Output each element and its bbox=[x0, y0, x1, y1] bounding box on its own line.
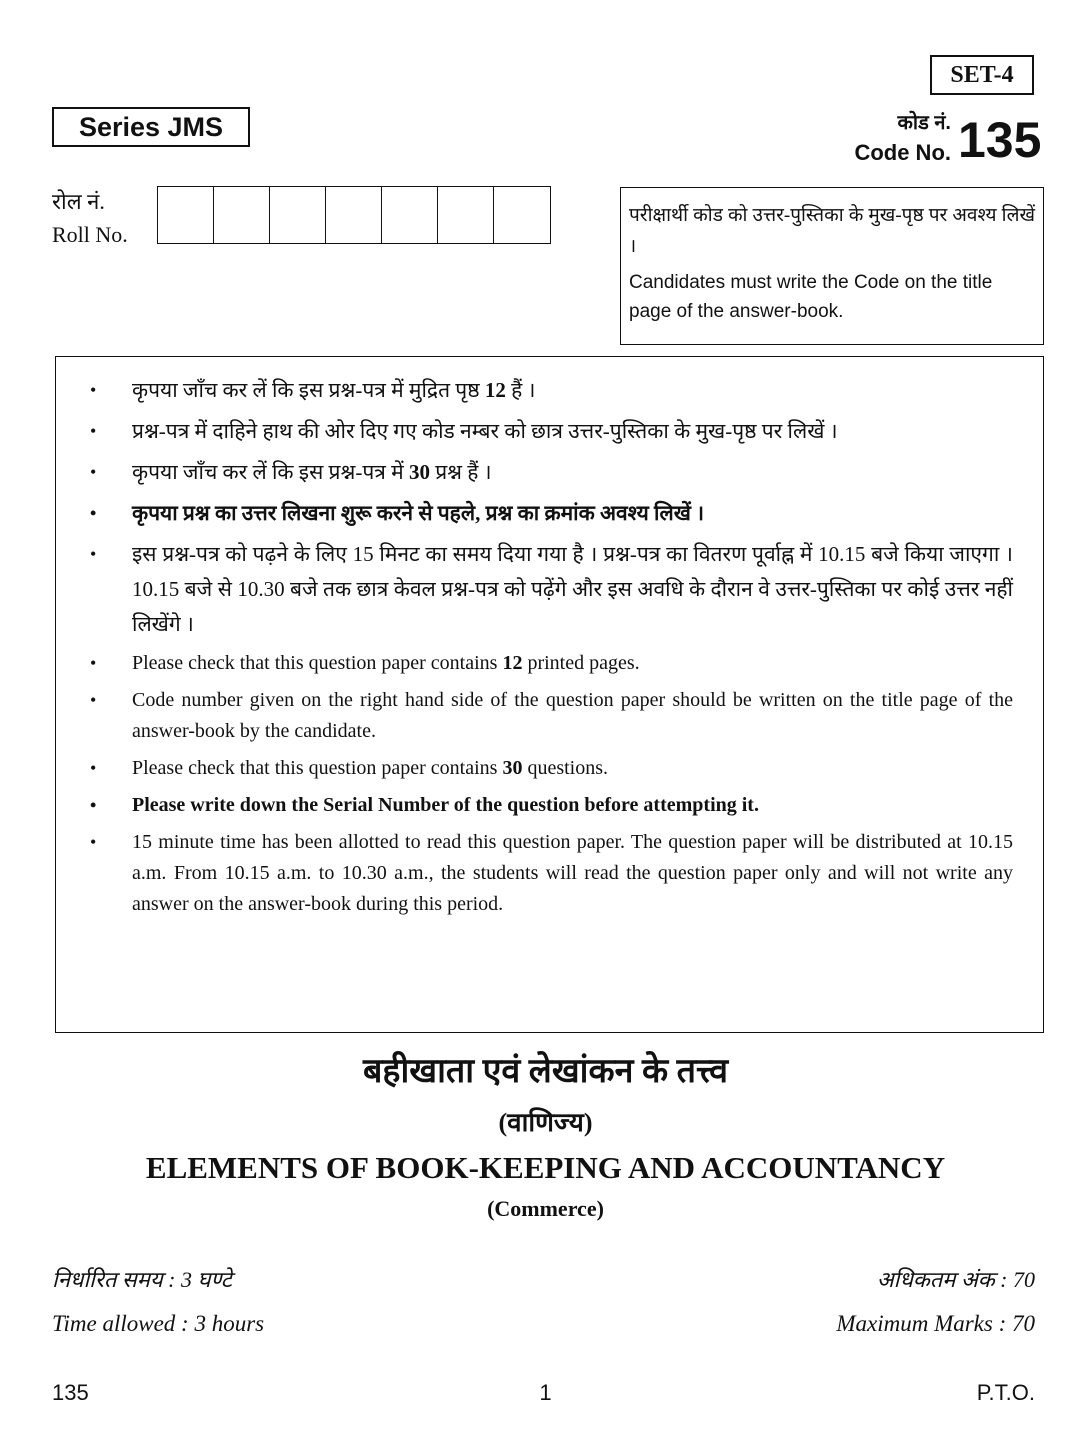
roll-number-box[interactable] bbox=[438, 187, 494, 243]
instruction-text: Please write down the Serial Number of the question before attempting it. bbox=[132, 794, 759, 816]
roll-number-boxes[interactable] bbox=[157, 186, 551, 244]
instruction-text-end: हैं । bbox=[505, 378, 536, 402]
instruction-text: इस प्रश्न-पत्र को पढ़ने के लिए 15 मिनट का समय दिया गया है । प्रश्न-पत्र का वितरण पूर्वाह्न में 10.15 बजे किया जाएगा । 10.15 बजे से 10.30 बजे तक छात्र केवल प्रश्न-पत्र को पढ़ेंगे और इस अवधि के दौरान वे उत्तर-पुस्तिका पर कोई उत्तर नहीं लिखेंगे । bbox=[132, 542, 1013, 636]
instruction-text: 15 minute time has been allotted to read this question paper. The question paper will be distributed at 10.15 a.m. From 10.15 a.m. to 10.30 a.m., the students will read the question paper only and will not write any answer on the answer-book during this period. bbox=[132, 831, 1013, 915]
instruction-text-end: printed pages. bbox=[522, 652, 640, 674]
instruction-text: Code number given on the right hand side of the question paper should be written on the title page of the answer-book by the candidate. bbox=[132, 689, 1013, 742]
instruction-text: कृपया जाँच कर लें कि इस प्रश्न-पत्र में मुद्रित पृष्ठ bbox=[132, 378, 485, 402]
candidate-note-box bbox=[620, 187, 1044, 345]
set-label: SET-4 bbox=[930, 55, 1034, 95]
bullet-icon: • bbox=[90, 795, 97, 815]
bullet-icon: • bbox=[90, 462, 97, 482]
roll-number-box[interactable] bbox=[270, 187, 326, 243]
instruction-item bbox=[90, 790, 1013, 821]
instruction-text-end: प्रश्न हैं । bbox=[429, 460, 492, 484]
instructions-list bbox=[90, 373, 1013, 920]
instruction-item bbox=[90, 496, 1013, 531]
bullet-icon: • bbox=[90, 653, 97, 673]
instruction-item bbox=[90, 373, 1013, 408]
roll-label-hindi: रोल नं. bbox=[52, 189, 105, 214]
instruction-text-end: questions. bbox=[522, 757, 609, 779]
roll-number-box[interactable] bbox=[326, 187, 382, 243]
bullet-icon: • bbox=[90, 503, 97, 523]
candidate-note-hindi: परीक्षार्थी कोड को उत्तर-पुस्तिका के मुख-पृष्ठ पर अवश्य लिखें । bbox=[629, 205, 1035, 257]
candidate-note-english: Candidates must write the Code on the title page of the answer-book. bbox=[629, 272, 993, 322]
instruction-emphasis: 30 bbox=[408, 460, 430, 484]
bullet-icon: • bbox=[90, 758, 97, 778]
instruction-text: प्रश्न-पत्र में दाहिने हाथ की ओर दिए गए कोड नम्बर को छात्र उत्तर-पुस्तिका के मुख-पृष्ठ पर लिखें । bbox=[132, 419, 838, 443]
instruction-item bbox=[90, 537, 1013, 642]
instruction-item bbox=[90, 414, 1013, 449]
roll-number-box[interactable] bbox=[214, 187, 270, 243]
max-marks-hindi: अधिकतम अंक : 70 bbox=[876, 1267, 1035, 1292]
roll-number-box[interactable] bbox=[158, 187, 214, 243]
footer-page-number: 1 bbox=[539, 1380, 552, 1405]
instructions-box bbox=[55, 356, 1044, 1033]
bullet-icon: • bbox=[90, 380, 97, 400]
instruction-item bbox=[90, 685, 1013, 747]
roll-number-box[interactable] bbox=[382, 187, 438, 243]
instruction-text: कृपया जाँच कर लें कि इस प्रश्न-पत्र में bbox=[132, 460, 409, 484]
bullet-icon: • bbox=[90, 690, 97, 710]
instruction-emphasis: 12 bbox=[484, 378, 506, 402]
max-marks-english: Maximum Marks : 70 bbox=[836, 1311, 1035, 1336]
roll-label-english: Roll No. bbox=[52, 222, 128, 247]
instruction-item bbox=[90, 648, 1013, 679]
code-label-hindi: कोड नं. bbox=[897, 112, 951, 134]
code-label-english: Code No. bbox=[854, 140, 951, 165]
subject-title-hindi: बहीखाता एवं लेखांकन के तत्त्व bbox=[363, 1053, 728, 1090]
footer-code: 135 bbox=[52, 1380, 89, 1405]
series-label: Series JMS bbox=[52, 107, 250, 147]
instruction-emphasis: 12 bbox=[502, 652, 523, 674]
bullet-icon: • bbox=[90, 544, 97, 564]
instruction-text: कृपया प्रश्न का उत्तर लिखना शुरू करने से पहले, प्रश्न का क्रमांक अवश्य लिखें । bbox=[132, 501, 705, 525]
subject-subtitle-hindi: (वाणिज्य) bbox=[498, 1108, 593, 1137]
roll-number-box[interactable] bbox=[494, 187, 550, 243]
instruction-item bbox=[90, 827, 1013, 920]
bullet-icon: • bbox=[90, 832, 97, 852]
footer-pto: P.T.O. bbox=[976, 1380, 1035, 1405]
time-allowed-english: Time allowed : 3 hours bbox=[52, 1311, 265, 1336]
bullet-icon: • bbox=[90, 421, 97, 441]
subject-subtitle-english: (Commerce) bbox=[487, 1196, 604, 1221]
time-allowed-hindi: निर्धारित समय : 3 घण्टे bbox=[52, 1267, 232, 1292]
instruction-item bbox=[90, 753, 1013, 784]
instruction-emphasis: 30 bbox=[502, 757, 523, 779]
instruction-text: Please check that this question paper contains bbox=[132, 652, 503, 674]
code-number: 135 bbox=[958, 112, 1042, 168]
subject-title-english: ELEMENTS OF BOOK-KEEPING AND ACCOUNTANCY bbox=[145, 1150, 946, 1185]
instruction-text: Please check that this question paper contains bbox=[132, 757, 503, 779]
instruction-item bbox=[90, 455, 1013, 490]
